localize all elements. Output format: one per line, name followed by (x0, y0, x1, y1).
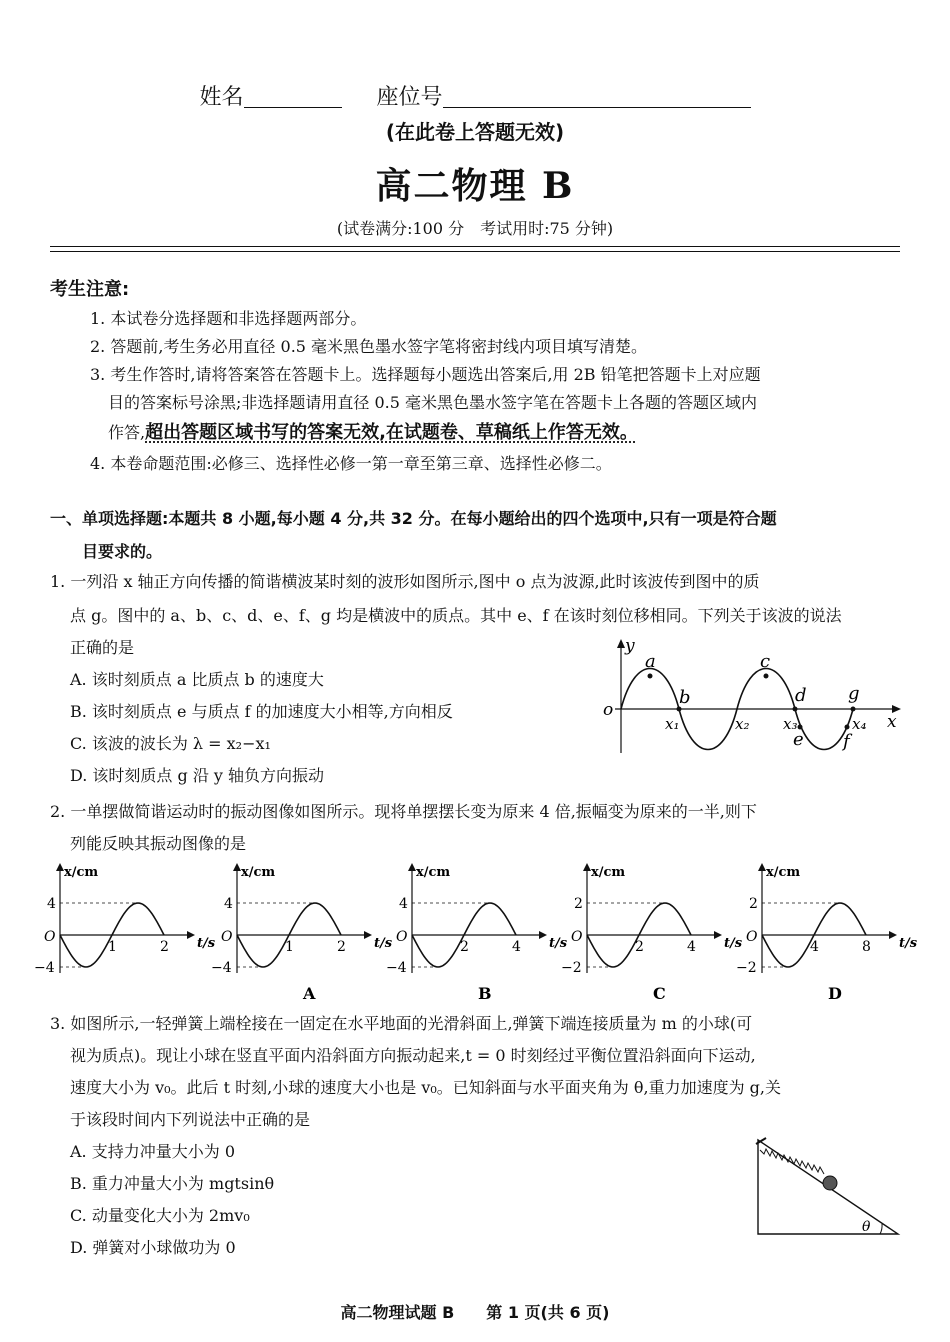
neg-amp-label: −2 (561, 960, 582, 976)
x-arrow (714, 931, 722, 939)
x-label: t/s (899, 936, 918, 951)
vibration-graph-d (732, 860, 918, 1010)
origin-label: O (44, 929, 56, 945)
label-x2: x₂ (735, 715, 750, 733)
q3-option-c: C. 动量变化大小为 2mv₀ (70, 1206, 250, 1225)
notice-item-3-line1: 3. 考生作答时,请将答案答在答题卡上。选择题每小题选出答案后,用 2B 铅笔把答题卡上对应题 (90, 365, 761, 384)
y-arrow (408, 863, 416, 871)
fig-origin: o (603, 700, 614, 720)
seat-field[interactable] (443, 85, 751, 108)
y-arrow (56, 863, 64, 871)
point-d (793, 707, 798, 712)
t1-label: 1 (285, 939, 294, 955)
fig-y-label: y (625, 636, 635, 656)
t1-label: 2 (460, 939, 469, 955)
ball (823, 1176, 837, 1190)
section1-heading-line1: 一、单项选择题:本题共 8 小题,每小题 4 分,共 32 分。在每小题给出的四个选项中,只有一项是符合题 (50, 509, 777, 528)
divider-bottom (50, 251, 900, 252)
t1-label: 2 (635, 939, 644, 955)
t1-label: 4 (810, 939, 819, 955)
label-x1: x₁ (665, 715, 680, 733)
point-g (851, 707, 856, 712)
label-b: b (679, 687, 691, 708)
q3-line4: 于该段时间内下列说法中正确的是 (70, 1110, 311, 1129)
q3-line2: 视为质点)。现让小球在竖直平面内沿斜面方向振动起来,t = 0 时刻经过平衡位置沿斜面向下运动, (70, 1046, 756, 1065)
amp-label: 4 (224, 896, 233, 912)
label-e: e (793, 729, 804, 750)
label-g: g (848, 683, 860, 704)
origin-label: O (396, 929, 408, 945)
theta-label: θ (862, 1219, 871, 1235)
point-c (764, 674, 769, 679)
t2-label: 4 (512, 939, 521, 955)
vibration-graph-original (30, 860, 216, 1010)
page-title: 高二物理 B (375, 165, 575, 207)
vibration-graph-c (557, 860, 743, 1010)
name-label: 姓名 (199, 85, 244, 110)
section1-heading-line2: 目要求的。 (82, 542, 163, 561)
name-field[interactable] (244, 85, 342, 108)
page-footer: 高二物理试题 B 第 1 页(共 6 页) (340, 1303, 610, 1322)
y-label: x/cm (241, 865, 276, 880)
label-c: c (760, 651, 771, 672)
neg-amp-label: −4 (34, 960, 55, 976)
label-f: f (843, 731, 850, 752)
notice-item-2: 2. 答题前,考生务必用直径 0.5 毫米黑色墨水签字笔将密封线内项目填写清楚。 (90, 337, 648, 356)
q3-incline-figure (752, 1136, 904, 1238)
x-arrow (889, 931, 897, 939)
vibration-graph-b (382, 860, 568, 1010)
option-label: D (828, 984, 842, 1003)
y-label: x/cm (416, 865, 451, 880)
t1-label: 1 (108, 939, 117, 955)
q1-option-d: D. 该时刻质点 g 沿 y 轴负方向振动 (70, 766, 325, 785)
neg-amp-label: −4 (386, 960, 407, 976)
q3-line3: 速度大小为 v₀。此后 t 时刻,小球的速度大小也是 v₀。已知斜面与水平面夹角为 θ,重力加速度为 g,关 (70, 1078, 781, 1097)
y-arrow (758, 863, 766, 871)
label-x3: x₃ (783, 715, 798, 733)
q1-line2: 点 g。图中的 a、b、c、d、e、f、g 均是横波中的质点。其中 e、f 在该时刻位移相同。下列关于该波的说法 (70, 606, 842, 625)
notice-item-1: 1. 本试卷分选择题和非选择题两部分。 (90, 309, 367, 328)
t2-label: 2 (160, 939, 169, 955)
y-label: x/cm (766, 865, 801, 880)
option-label: C (653, 984, 666, 1003)
amp-label: 2 (574, 896, 583, 912)
notice-item-3-emphasis: 超出答题区域书写的答案无效,在试题卷、草稿纸上作答无效。 (145, 422, 638, 443)
t2-label: 4 (687, 939, 696, 955)
q3-option-b: B. 重力冲量大小为 mgtsinθ (70, 1174, 275, 1193)
neg-amp-label: −4 (211, 960, 232, 976)
q1-line3: 正确的是 (70, 638, 135, 657)
q1-option-c: C. 该波的波长为 λ = x₂−x₁ (70, 734, 271, 753)
notice-item-3-line2: 目的答案标号涂黑;非选择题请用直径 0.5 毫米黑色墨水签字笔在答题卡上各题的答题区域内 (108, 393, 758, 412)
neg-amp-label: −2 (736, 960, 757, 976)
x-arrow (364, 931, 372, 939)
label-x4: x₄ (852, 715, 867, 733)
x-arrow (187, 931, 195, 939)
y-arrow (233, 863, 241, 871)
notice-item-3-prefix: 作答, (108, 423, 146, 442)
amp-label: 2 (749, 896, 758, 912)
notice-heading: 考生注意: (50, 279, 130, 300)
label-a: a (645, 651, 656, 672)
option-label: A (303, 984, 316, 1003)
fig-x-label: x (887, 712, 897, 732)
x-label: t/s (374, 936, 393, 951)
divider-top (50, 246, 900, 247)
spring (760, 1149, 824, 1174)
y-arrow (583, 863, 591, 871)
seat-label: 座位号 (376, 85, 443, 110)
q2-line1: 2. 一单摆做简谐运动时的振动图像如图所示。现将单摆摆长变为原来 4 倍,振幅变为原来的一半,则下 (50, 802, 757, 821)
q2-graph-row (30, 860, 930, 1010)
x-arrow (539, 931, 547, 939)
x-label: t/s (197, 936, 216, 951)
option-label: B (478, 984, 492, 1003)
point-f (845, 725, 850, 730)
vibration-graph-a (207, 860, 393, 1010)
answer-warning: (在此卷上答题无效) (385, 120, 565, 144)
amp-label: 4 (399, 896, 408, 912)
point-a (648, 674, 653, 679)
t2-label: 8 (862, 939, 871, 955)
notice-item-3-line3 (108, 417, 638, 449)
y-label: x/cm (64, 865, 99, 880)
name-seat-line (0, 80, 950, 111)
amp-label: 4 (47, 896, 56, 912)
q1-option-a: A. 该时刻质点 a 比质点 b 的速度大 (70, 670, 324, 689)
origin-label: O (221, 929, 233, 945)
q3-option-d: D. 弹簧对小球做功为 0 (70, 1238, 236, 1257)
origin-label: O (746, 929, 758, 945)
notice-item-4: 4. 本卷命题范围:必修三、选择性必修一第一章至第三章、选择性必修二。 (90, 454, 612, 473)
q2-line2: 列能反映其振动图像的是 (70, 834, 247, 853)
origin-label: O (571, 929, 583, 945)
x-label: t/s (724, 936, 743, 951)
q3-option-a: A. 支持力冲量大小为 0 (70, 1142, 235, 1161)
x-label: t/s (549, 936, 568, 951)
q3-line1: 3. 如图所示,一轻弹簧上端栓接在一固定在水平地面的光滑斜面上,弹簧下端连接质量为 m 的小球(可 (50, 1014, 753, 1033)
q1-line1: 1. 一列沿 x 轴正方向传播的简谐横波某时刻的波形如图所示,图中 o 点为波源,此时该波传到图中的质 (50, 572, 760, 591)
q1-option-b: B. 该时刻质点 e 与质点 f 的加速度大小相等,方向相反 (70, 702, 453, 721)
y-label: x/cm (591, 865, 626, 880)
label-d: d (795, 685, 807, 706)
exam-subtitle: (试卷满分:100 分 考试用时:75 分钟) (336, 219, 614, 238)
q1-wave-figure (595, 635, 905, 760)
t2-label: 2 (337, 939, 346, 955)
